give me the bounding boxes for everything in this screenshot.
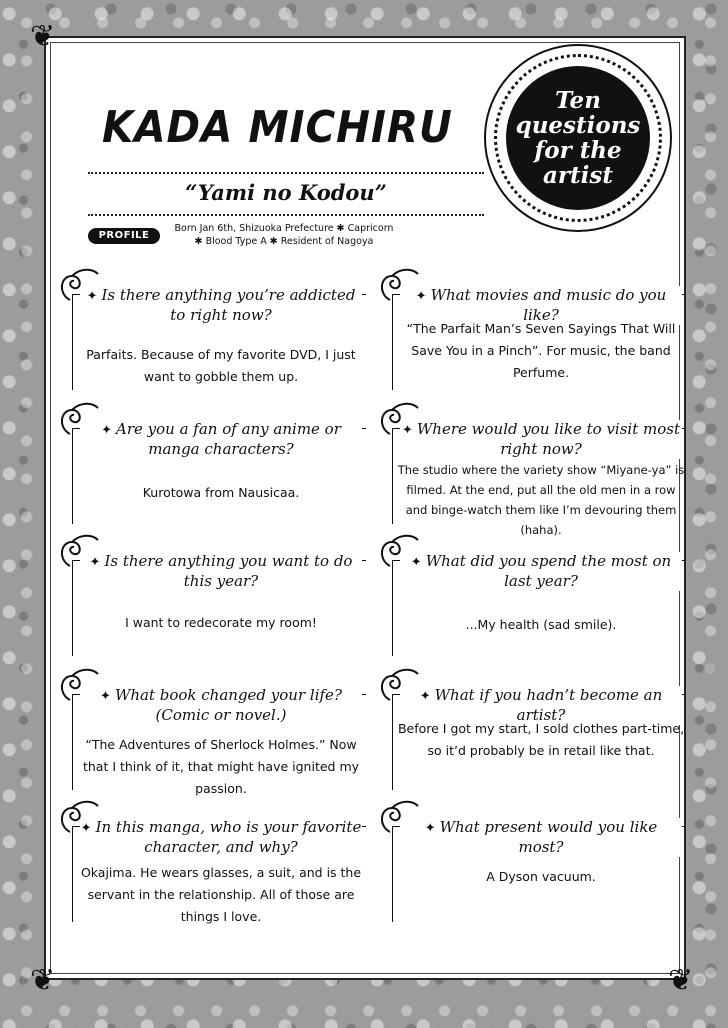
star-icon: ✦	[101, 423, 112, 438]
ten-questions-seal	[484, 44, 672, 232]
star-icon: ✦	[424, 821, 436, 836]
seal-text: Ten questions for the artist	[515, 87, 641, 189]
title-dotted-divider-bottom	[88, 214, 484, 216]
question	[400, 552, 682, 591]
profile-details	[164, 222, 404, 248]
qa-block-right-4	[392, 664, 686, 782]
qa-block-right-1	[392, 264, 686, 382]
corner-flourish-bottom-left: ❦	[30, 963, 56, 998]
question-text: Is there anything you’re addicted to right now?	[101, 286, 356, 324]
answer-text: A Dyson vacuum.	[486, 869, 596, 884]
corner-flourish-top-left: ❦	[30, 19, 56, 54]
question	[80, 286, 362, 325]
answer-text: Parfaits. Because of my favorite DVD, I just want to gobble them up.	[86, 347, 356, 384]
question-text: In this manga, who is your favorite character, and why?	[95, 818, 362, 856]
corner-flourish-bottom-right: ❦	[668, 963, 694, 998]
qa-block-left-1	[72, 264, 366, 382]
star-icon: ✦	[89, 555, 101, 570]
star-icon: ✦	[86, 289, 98, 304]
question-text: What book changed your life? (Comic or novel.)	[114, 686, 342, 724]
title-dotted-divider-top	[88, 172, 484, 174]
question	[80, 818, 362, 857]
qa-block-right-3	[392, 530, 686, 648]
question	[400, 818, 682, 857]
profile-line-2: ✱ Blood Type A ✱ Resident of Nagoya	[194, 236, 374, 247]
question	[80, 420, 362, 459]
answer-text: “The Parfait Man’s Seven Sayings That Will Save You in a Pinch”. For music, the band Perfume.	[406, 321, 676, 380]
qa-block-right-5	[392, 796, 686, 914]
qa-block-left-3	[72, 530, 366, 648]
answer-text: “The Adventures of Sherlock Holmes.” Now that I think of it, that might have ignited my passion.	[82, 737, 360, 796]
qa-block-left-5	[72, 796, 366, 924]
star-icon: ✦	[401, 423, 413, 438]
question-text: Is there anything you want to do this year?	[104, 552, 353, 590]
answer-text: ...My health (sad smile).	[465, 617, 617, 632]
question	[80, 552, 362, 591]
question-text: What present would you like most?	[439, 818, 658, 856]
answer-text: I want to redecorate my room!	[125, 615, 317, 630]
question-text: Where would you like to visit most right now?	[416, 420, 680, 458]
profile-badge: PROFILE	[88, 228, 160, 244]
profile-line-1: Born Jan 6th, Shizuoka Prefecture ✱ Capricorn	[174, 223, 394, 234]
question	[80, 686, 362, 725]
qa-block-left-4	[72, 664, 366, 796]
question-text: Are you a fan of any anime or manga characters?	[116, 420, 341, 458]
seal-center	[506, 66, 650, 210]
question-text: What movies and music do you like?	[430, 286, 667, 324]
question-text: What did you spend the most on last year?	[425, 552, 672, 590]
question-text: What if you hadn’t become an artist?	[434, 686, 663, 724]
star-icon: ✦	[419, 689, 431, 704]
question	[400, 420, 682, 459]
star-icon: ✦	[415, 289, 427, 304]
page-title: KADA MICHIRU	[102, 102, 453, 153]
answer-text: Kurotowa from Nausicaa.	[142, 485, 300, 500]
answer-text: Before I got my start, I sold clothes part-time, so it’d probably be in retail like that.	[397, 721, 685, 758]
qa-block-right-2	[392, 398, 686, 537]
qa-block-left-2	[72, 398, 366, 516]
answer-text: Okajima. He wears glasses, a suit, and is the servant in the relationship. All of those are things I love.	[80, 865, 362, 924]
answer-text: The studio where the variety show “Miyane-ya” is filmed. At the end, put all the old men in a row and binge-watch them like I’m devouring them (haha).	[397, 463, 685, 537]
star-icon: ✦	[100, 689, 111, 704]
star-icon: ✦	[410, 555, 422, 570]
work-title: “Yami no Kodou”	[185, 180, 387, 205]
star-icon: ✦	[80, 821, 92, 836]
